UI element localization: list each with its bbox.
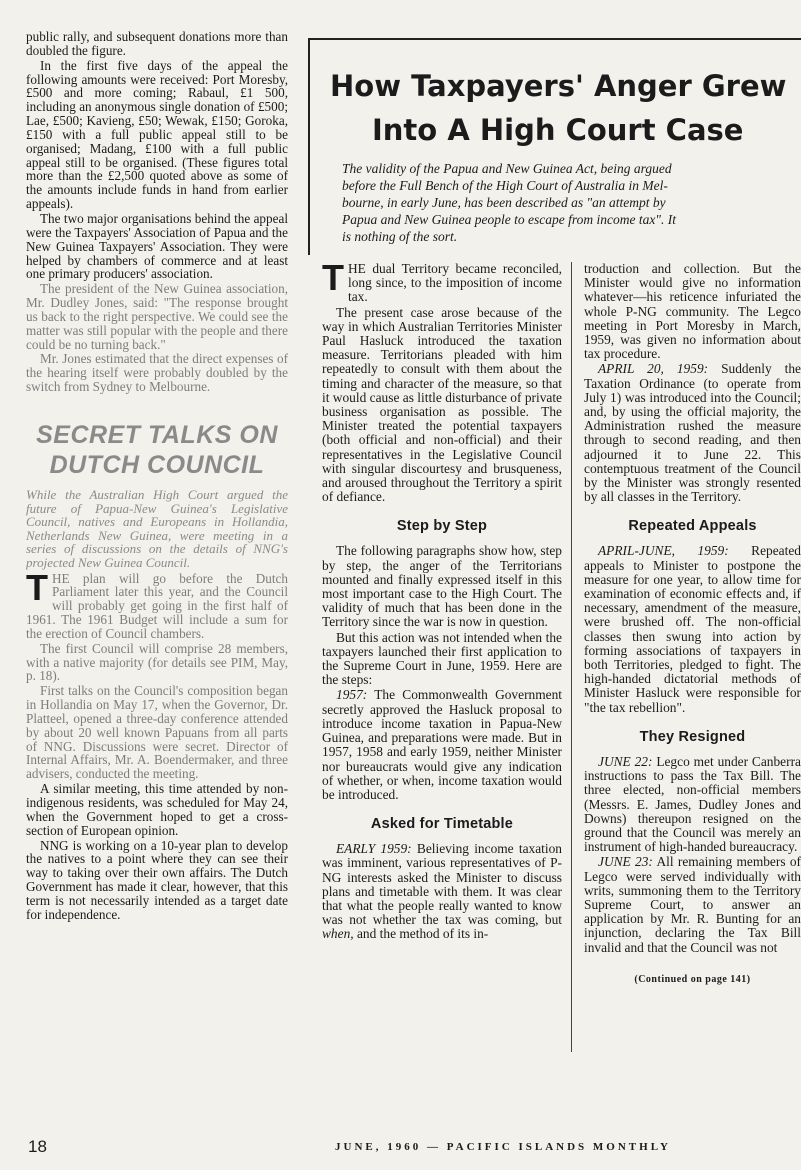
mid-paragraph: The present case arose because of the way in which Australian Territories Minister Paul Hasluck introduced the taxation measure. Territorians pleaded with him repeatedly to consult with them about the timing and character of the measure, so that it would cause as little disturbance of private business organisation as possible. The Minister treated the potential taxpayers (both official and non-official) and their representatives in the Legislative Council with singular discourtesy and brusqueness, and aroused throughout the Territory a spirit of defiance. xyxy=(322,304,562,505)
secret-paragraph: A similar meeting, this time attended by non-indigenous residents, was scheduled for May 24, when the Government hoped to get a cross-section of European opinion. xyxy=(26,781,288,838)
column-divider xyxy=(571,262,572,1052)
right-paragraph: JUNE 22: Legco met under Canberra instructions to pass the Tax Bill. The three elected, non-official members (Messrs. E. James, Dudley Jones and Downs) thereupon resigned on the ground that the Council was merely an instrument of high-handed bureaucracy. xyxy=(584,753,801,855)
secret-talks-headline xyxy=(26,420,288,480)
secret-paragraph: NNG is working on a 10-year plan to develop the natives to a point where they can see their way to taking over their own affairs. The Dutch Government has made it clear, however, that this term is not necessarily intended as a target date for independence. xyxy=(26,837,288,922)
secret-paragraph: First talks on the Council's composition began in Hollandia on May 17, when the Governor, Dr. Platteel, opened a three-day conference attended by about 20 well known Papuans from all parts of NNG. Discussions were secret. Director of Internal Affairs, Mr. A. Boendermaker, and three advisers, conducted the meeting. xyxy=(26,683,288,782)
right-column xyxy=(584,262,801,1062)
intro-line: is nothing of the sort. xyxy=(342,229,458,244)
date-label: JUNE 22: xyxy=(598,753,653,769)
intro-line: The validity of the Papua and New Guinea Act, being argued xyxy=(342,161,672,176)
running-footer: JUNE, 1960 — PACIFIC ISLANDS MONTHLY xyxy=(335,1141,671,1153)
date-label: EARLY 1959: xyxy=(336,841,412,857)
mid-paragraph: But this action was not intended when the taxpayers launched their first application to the Supreme Court in June, 1959. Here are the steps: xyxy=(322,629,562,688)
date-label: JUNE 23: xyxy=(598,854,653,870)
subheading-repeated-appeals: Repeated Appeals xyxy=(628,518,757,535)
right-paragraph: APRIL 20, 1959: Suddenly the Taxation Ordinance (to operate from July 1) was introduced into the Council; and, by using the official majority, the Administration rushed the measure through to second reading, and then adjourned it to June 22. This contemptuous treatment of the Council by the Minister was strongly resented by all classes in the Territory. xyxy=(584,361,801,505)
left-paragraph: public rally, and subsequent donations more than doubled the figure. xyxy=(26,30,288,58)
left-paragraph: In the first five days of the appeal the following amounts were received: Port Moresby, £500 and more coming; Rabaul, £1 500, including an anonymous single donation of £500; Lae, £500; Kavieng, £50; Wewak, £150; Goroka, £150 with a full public appeal still to be organised; Madang, £100 with a full public appeal still to be organised. (These figures total more than the £2,500 quoted above as some of the amounts include funds in hand from earlier appeals). xyxy=(26,57,288,212)
article-title-line: Into A High Court Case xyxy=(372,113,744,147)
intro-line: bourne, in early June, has been described as "an attempt by xyxy=(342,195,666,210)
mid-paragraph: The following paragraphs show how, step by step, the anger of the Territorians mounted and finally expressed itself in this most important case to the High Court. The validity of much that has been done in the Territory since the war is now in question. xyxy=(322,543,562,630)
secret-headline-line: SECRET TALKS ON xyxy=(36,420,278,449)
right-paragraph: JUNE 23: All remaining members of Legco were served individually with writs, summoning them to the Territory Supreme Court, to answer an application by Mr. R. Bunting for an injunction, declaring the Tax Bill invalid and that the Council was not xyxy=(584,854,801,955)
mid-paragraph: THE dual Territory became reconciled, long since, to the imposition of income tax. xyxy=(322,262,562,305)
mid-paragraph: EARLY 1959: Believing income taxation was imminent, various representatives of P-NG interests asked the Minister to discuss plans and timetable with them. It was clear that what the people really wanted to know was not whether the tax was coming, but when, and the method of its in- xyxy=(322,841,562,942)
left-paragraph: The two major organisations behind the appeal were the Taxpayers' Association of Papua and the New Guinea Taxpayers' Association. They were helped by chambers of commerce and at least one primary producers' association. xyxy=(26,210,288,282)
left-paragraph: The president of the New Guinea association, Mr. Dudley Jones, said: "The response brought us back to the right perspective. We could see the matter was still popular with the people and there could be no turning back." xyxy=(26,281,288,352)
subheading-asked-for-timetable: Asked for Timetable xyxy=(370,816,514,833)
subheading-step-by-step: Step by Step xyxy=(396,518,488,535)
left-paragraph: Mr. Jones estimated that the direct expenses of the hearing itself were probably doubled by the switch from Sydney to Melbourne. xyxy=(26,351,288,395)
date-label: APRIL 20, 1959: xyxy=(598,361,709,377)
intro-line: Papua and New Guinea people to escape from income tax". It xyxy=(342,212,676,227)
article-intro xyxy=(342,160,801,245)
drop-cap: T xyxy=(322,262,344,298)
article-title-line: How Taxpayers' Anger Grew xyxy=(330,69,787,103)
secret-paragraph: THE plan will go before the Dutch Parliament later this year, and the Council will probably get going in the first half of 1961. The 1961 Budget will include a sum for the erection of Council chambers. xyxy=(26,566,288,641)
secret-headline-line: DUTCH COUNCIL xyxy=(49,450,265,479)
secret-talks-standfirst: While the Australian High Court argued the future of Papua-New Guinea's Legislative Council, natives and Europeans in Hollandia, Netherlands New Guinea, were meeting in a series of discussions on the details of NNG's projected New Guinea Council. xyxy=(26,486,288,570)
mid-paragraph: 1957: The Commonwealth Government secretly approved the Hasluck proposal to introduce income taxation in Papua-New Guinea, and preparations were made. But in 1957, 1958 and early 1959, neither Minister nor bureaucrats would give any indication of whether, or when, income taxation would be introduced. xyxy=(322,687,562,802)
date-label: APRIL-JUNE, 1959: xyxy=(598,543,729,559)
right-paragraph: APRIL-JUNE, 1959: Repeated appeals to Minister to postpone the measure for one year, to allow time for examination of economic effects and, if necessary, amendment of the measure, were brushed off. The non-official classes then swung into action by forming associations of taxpayers in both Territories, pledged to fight. The high-handed dictatorial methods of Minister Hasluck were responsible for "the tax rebellion". xyxy=(584,543,801,715)
intro-line: before the Full Bench of the High Court of Australia in Mel- xyxy=(342,178,668,193)
continued-note: (Continued on page 141) xyxy=(634,973,751,985)
page-number: 18 xyxy=(28,1137,47,1156)
secret-paragraph: The first Council will comprise 28 members, with a native majority (for details see PIM, May, p. 18). xyxy=(26,640,288,684)
date-label: 1957: xyxy=(336,687,368,703)
drop-cap: T xyxy=(26,566,48,608)
left-column xyxy=(26,30,288,1130)
article-title-box xyxy=(308,38,801,255)
right-paragraph: troduction and collection. But the Minister would give no information whatever—his reticence infuriated the whole P-NG community. The Legco meeting in Port Moresby in March, 1959, was given no information about tax procedure. xyxy=(584,262,801,362)
subheading-they-resigned: They Resigned xyxy=(639,728,746,745)
middle-column xyxy=(322,262,562,1062)
